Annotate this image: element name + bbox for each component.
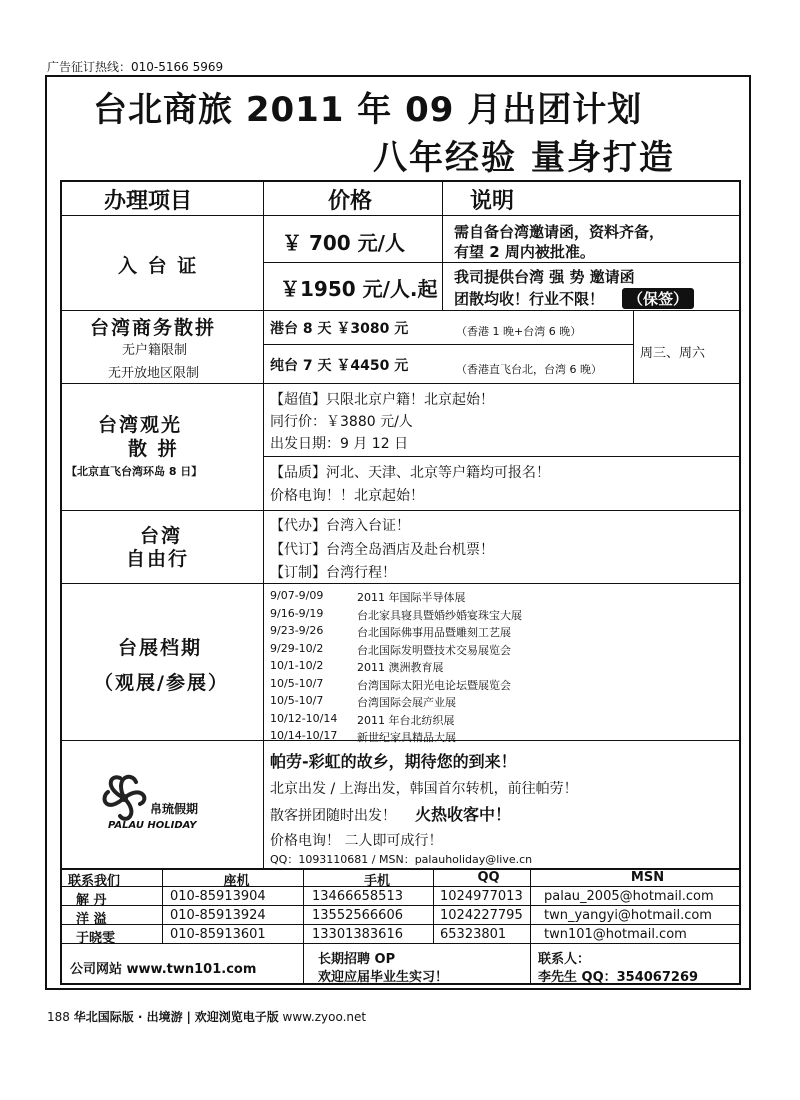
contact-msn: palau_2005@hotmail.com	[544, 889, 714, 904]
contact-header-phone: 座机	[223, 874, 250, 889]
business-sub-2: 无开放地区限制	[108, 366, 200, 381]
expo-label-2: （观展/参展）	[94, 672, 229, 694]
sightseeing-line-2: 同行价：￥3880 元/人	[270, 414, 413, 430]
business-option-2: 纯台 7 天 ￥4450 元	[270, 358, 409, 374]
expo-date: 10/5-10/7	[270, 676, 324, 690]
contact-header-msn: MSN	[630, 870, 665, 885]
expo-date: 10/12-10/14	[270, 711, 338, 725]
ad-hotline: 广告征订热线：010-5166 5969	[47, 60, 224, 74]
contact-mobile: 13301383616	[312, 927, 403, 942]
contact-mobile: 13552566606	[312, 908, 403, 923]
contact-msn: twn101@hotmail.com	[544, 927, 687, 942]
free-line-3: 【订制】台湾行程！	[270, 565, 396, 581]
expo-name: 2011 年国际半导体展	[357, 591, 466, 604]
palau-line-2: 北京出发 / 上海出发，韩国首尔转机，前往帕劳！	[270, 781, 578, 797]
expo-date: 10/1-10/2	[270, 659, 324, 672]
recruit-line-1: 长期招聘 OP	[318, 952, 396, 967]
footer-separator: |	[186, 1010, 191, 1024]
publication-name: 华北国际版 · 出境游	[73, 1010, 183, 1024]
free-line-2: 【代订】台湾全岛酒店及赴台机票！	[270, 542, 494, 558]
expo-date: 9/07-9/09	[270, 589, 324, 602]
sightseeing-label-1: 台湾观光	[98, 414, 183, 436]
permit-price-2: ￥1950 元/人.起	[280, 277, 438, 301]
expo-date: 9/16-9/19	[270, 606, 324, 620]
expo-date: 9/23-9/26	[270, 624, 324, 637]
business-option-2-note: （香港直飞台北，台湾 6 晚）	[456, 363, 602, 376]
contact-phone: 010-85913601	[170, 927, 266, 942]
divider	[60, 215, 741, 216]
contact-phone: 010-85913924	[170, 908, 266, 923]
permit-desc-1a: 需自备台湾邀请函，资料齐备，	[454, 223, 665, 241]
expo-name: 台湾国际太阳光电论坛暨展览会	[357, 678, 511, 692]
expo-date: 10/5-10/7	[270, 694, 324, 707]
page-title: 台北商旅 2011 年 09 月出团计划	[93, 90, 643, 130]
expo-name: 台北国际佛事用品暨雕刻工艺展	[357, 626, 511, 639]
header-price: 价格	[328, 189, 373, 214]
divider	[263, 180, 264, 870]
divider	[60, 310, 741, 311]
divider	[60, 510, 741, 511]
business-label: 台湾商务散拼	[90, 317, 217, 339]
contact-qq: 65323801	[440, 927, 507, 942]
palau-line-1: 帕劳-彩虹的故乡，期待您的到来！	[270, 752, 517, 771]
palau-line-3a: 散客拼团随时出发！	[270, 808, 396, 824]
business-option-1-note: （香港 1 晚+台湾 6 晚）	[456, 325, 582, 338]
header-desc: 说明	[470, 189, 515, 214]
page-subtitle: 八年经验 量身打造	[373, 138, 675, 178]
sightseeing-line-3: 出发日期：9 月 12 日	[270, 436, 409, 452]
divider	[263, 344, 633, 345]
expo-date: 9/29-10/2	[270, 641, 324, 655]
palau-line-3b: 火热收客中！	[415, 805, 512, 824]
contact-phone: 010-85913904	[170, 889, 266, 904]
page-footer	[47, 1008, 366, 1025]
recruit-line-2: 欢迎应届毕业生实习！	[318, 970, 449, 985]
permit-price-1: ￥ 700 元/人	[282, 231, 405, 255]
expo-name: 2011 澳洲教育展	[357, 661, 444, 674]
palau-logo-cn: 帛琉假期	[150, 802, 199, 816]
divider	[633, 310, 634, 383]
free-label-2: 自由行	[126, 548, 190, 570]
divider	[442, 180, 443, 310]
free-line-1: 【代办】台湾入台证！	[270, 518, 410, 534]
expo-name: 新世纪家具精品大展	[357, 731, 456, 744]
business-option-1: 港台 8 天 ￥3080 元	[270, 321, 409, 337]
guarantee-badge: （保签）	[622, 288, 694, 309]
contact-header-mobile: 手机	[363, 874, 390, 889]
permit-desc-2a: 我司提供台湾 强 势 邀请函	[454, 268, 635, 286]
footer-site[interactable]: www.zyoo.net	[282, 1010, 367, 1024]
expo-name: 台湾国际会展产业展	[357, 696, 456, 709]
contact-person: 李先生 QQ：354067269	[538, 970, 699, 985]
sightseeing-line-4: 【品质】河北、天津、北京等户籍均可报名！	[270, 465, 550, 481]
expo-name: 台北国际发明暨技术交易展览会	[357, 643, 511, 657]
contact-person-label: 联系人：	[538, 952, 591, 967]
contact-name: 洋 溢	[76, 912, 107, 927]
sightseeing-line-5: 价格电询！！北京起始！	[270, 488, 424, 504]
departure-days: 周三、周六	[640, 346, 706, 361]
business-sub-1: 无户籍限制	[122, 343, 188, 358]
divider	[263, 456, 741, 457]
palau-logo-en: PALAU HOLIDAY	[108, 820, 197, 831]
permit-desc-2b: 团散均收！行业不限！	[454, 290, 605, 308]
footer-tagline: 欢迎浏览电子版	[194, 1010, 279, 1024]
divider	[60, 383, 741, 384]
sightseeing-line-1: 【超值】只限北京户籍！北京起始！	[270, 392, 494, 408]
contact-header-label: 联系我们	[68, 874, 121, 889]
sightseeing-note: 【北京直飞台湾环岛 8 日】	[66, 465, 203, 478]
divider	[263, 262, 741, 263]
expo-label-1: 台展档期	[118, 637, 203, 659]
palau-line-4: 价格电询！ 二人即可成行！	[270, 833, 443, 849]
contact-qq: 1024977013	[440, 889, 523, 904]
contact-header-qq: QQ	[477, 870, 500, 885]
contact-mobile: 13466658513	[312, 889, 403, 904]
free-label-1: 台湾	[140, 525, 183, 547]
permit-desc-1b: 有望 2 周内被批准。	[454, 243, 595, 261]
palau-line-5: QQ：1093110681 / MSN：palauholiday@live.cn	[270, 853, 533, 866]
contact-msn: twn_yangyi@hotmail.com	[544, 908, 712, 923]
contact-name: 于晓雯	[76, 931, 116, 946]
website[interactable]: 公司网站 www.twn101.com	[70, 962, 257, 977]
sightseeing-label-2: 散 拼	[128, 438, 179, 460]
expo-name: 2011 年台北纺织展	[357, 713, 455, 727]
permit-label: 入 台 证	[118, 255, 199, 277]
expo-date: 10/14-10/17	[270, 729, 338, 742]
contact-name: 解 丹	[76, 893, 107, 908]
expo-name: 台北家具寝具暨婚纱婚宴珠宝大展	[357, 608, 522, 622]
page-number: 188	[47, 1010, 70, 1024]
header-item: 办理项目	[104, 189, 193, 214]
contact-qq: 1024227795	[440, 908, 523, 923]
divider	[60, 583, 741, 584]
